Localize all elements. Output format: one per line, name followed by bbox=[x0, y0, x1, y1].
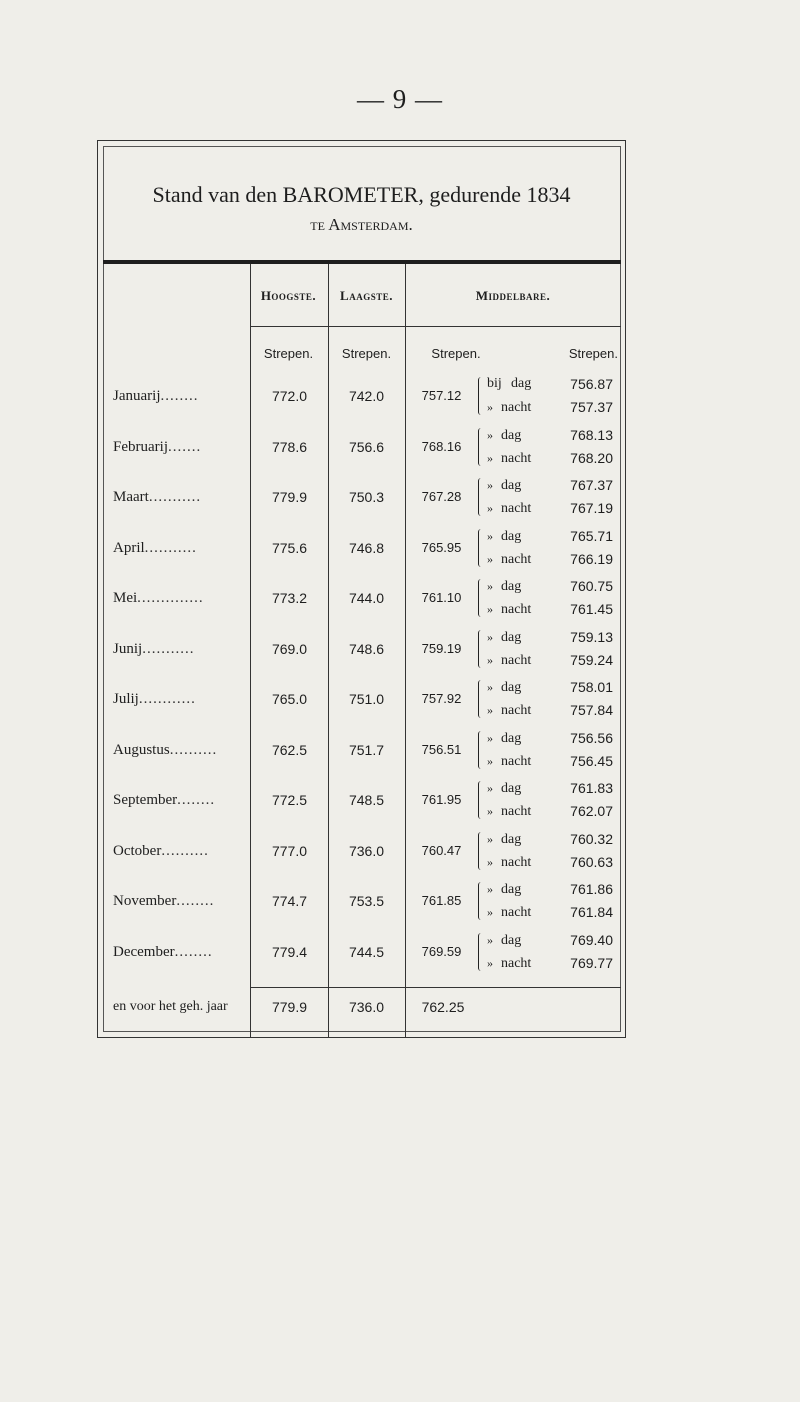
column-header-laagste: Laagste. bbox=[340, 288, 393, 303]
header-divider bbox=[250, 326, 621, 327]
cell-laagste: 751.7 bbox=[348, 741, 385, 758]
annual-laagste: 736.0 bbox=[348, 999, 385, 1015]
brace bbox=[478, 377, 485, 415]
cell-dag: » dag 756.56 bbox=[487, 729, 613, 746]
cell-laagste: 756.6 bbox=[348, 438, 385, 455]
month-name: September........ bbox=[113, 792, 216, 808]
cell-hoogste: 773.2 bbox=[271, 590, 308, 606]
brace bbox=[478, 579, 485, 617]
table-row bbox=[103, 773, 621, 827]
cell-middel: 757.12 bbox=[421, 388, 462, 403]
cell-nacht: » nacht 759.24 bbox=[487, 651, 613, 668]
cell-laagste: 736.0 bbox=[348, 842, 385, 859]
cell-dag: bij dag 756.87 bbox=[487, 376, 613, 392]
table-title: Stand van den BAROMETER, gedurende 1834 bbox=[152, 182, 571, 207]
annual-label: en voor het geh. jaar bbox=[113, 999, 228, 1014]
cell-nacht: » nacht 761.45 bbox=[487, 601, 613, 617]
cell-laagste: 753.5 bbox=[348, 893, 385, 909]
cell-nacht: » nacht 756.45 bbox=[487, 752, 613, 769]
month-name: November........ bbox=[113, 893, 215, 909]
cell-nacht: » nacht 760.63 bbox=[487, 853, 613, 870]
table-row bbox=[103, 369, 621, 423]
month-name: Junij........... bbox=[113, 640, 195, 657]
cell-middel: 761.95 bbox=[421, 792, 462, 807]
cell-laagste: 742.0 bbox=[348, 388, 385, 404]
cell-nacht: » nacht 769.77 bbox=[487, 954, 613, 971]
table-row bbox=[103, 470, 621, 524]
table-row bbox=[103, 622, 621, 676]
unit-hoogste: Strepen. bbox=[263, 346, 314, 361]
cell-laagste: 744.5 bbox=[348, 943, 385, 960]
cell-middel: 757.92 bbox=[421, 691, 462, 706]
cell-laagste: 744.0 bbox=[348, 590, 385, 606]
cell-middel: 769.59 bbox=[421, 943, 462, 959]
table-row bbox=[103, 521, 621, 575]
month-name: Julij............ bbox=[113, 691, 196, 707]
cell-dag: » dag 761.83 bbox=[487, 780, 613, 796]
cell-dag: » dag 768.13 bbox=[487, 426, 613, 443]
cell-nacht: » nacht 768.20 bbox=[487, 449, 613, 466]
cell-dag: » dag 767.37 bbox=[487, 477, 613, 493]
table-row bbox=[103, 672, 621, 726]
month-name: October.......... bbox=[113, 842, 209, 859]
brace bbox=[478, 781, 485, 819]
month-name: Augustus.......... bbox=[113, 741, 218, 758]
unit-middelbare-detail: Strepen. bbox=[568, 346, 618, 361]
brace bbox=[478, 478, 485, 516]
cell-dag: » dag 761.86 bbox=[487, 881, 613, 897]
table-subtitle: te Amsterdam. bbox=[310, 215, 413, 234]
table-row bbox=[103, 925, 621, 979]
cell-hoogste: 777.0 bbox=[271, 842, 308, 859]
cell-middel: 767.28 bbox=[421, 489, 462, 504]
cell-middel: 760.47 bbox=[421, 842, 462, 858]
cell-hoogste: 779.4 bbox=[271, 943, 308, 960]
cell-middel: 768.16 bbox=[421, 438, 462, 454]
cell-nacht: » nacht 762.07 bbox=[487, 803, 613, 819]
cell-laagste: 748.6 bbox=[348, 640, 385, 657]
month-name: Maart........... bbox=[113, 489, 202, 505]
cell-hoogste: 778.6 bbox=[271, 438, 308, 455]
annual-row bbox=[103, 980, 621, 1034]
cell-laagste: 751.0 bbox=[348, 691, 385, 707]
cell-middel: 761.10 bbox=[421, 590, 462, 605]
month-name: Mei.............. bbox=[113, 590, 204, 606]
brace bbox=[478, 933, 485, 971]
month-name: December........ bbox=[113, 943, 213, 960]
unit-middelbare: Strepen. bbox=[431, 346, 481, 361]
page-number: — 9 — bbox=[357, 84, 443, 114]
cell-dag: » dag 769.40 bbox=[487, 931, 613, 948]
month-name: Januarij........ bbox=[113, 388, 199, 404]
brace bbox=[478, 882, 485, 920]
cell-hoogste: 769.0 bbox=[271, 640, 308, 657]
cell-nacht: » nacht 761.84 bbox=[487, 904, 613, 920]
cell-nacht: » nacht 766.19 bbox=[487, 550, 613, 567]
table-row bbox=[103, 824, 621, 878]
cell-dag: » dag 758.01 bbox=[487, 679, 613, 695]
table-row bbox=[103, 874, 621, 928]
cell-nacht: » nacht 757.84 bbox=[487, 702, 613, 718]
brace bbox=[478, 428, 485, 466]
cell-middel: 756.51 bbox=[421, 741, 462, 757]
cell-nacht: » nacht 767.19 bbox=[487, 500, 613, 516]
column-header-middelbare: Middelbare. bbox=[475, 288, 551, 303]
cell-hoogste: 774.7 bbox=[271, 893, 308, 909]
cell-laagste: 750.3 bbox=[348, 489, 385, 505]
brace bbox=[478, 680, 485, 718]
column-header-hoogste: Hoogste. bbox=[260, 288, 317, 303]
cell-laagste: 748.5 bbox=[348, 792, 385, 808]
annual-middel: 762.25 bbox=[421, 999, 465, 1015]
cell-hoogste: 772.0 bbox=[271, 388, 308, 404]
cell-dag: » dag 765.71 bbox=[487, 527, 613, 544]
cell-dag: » dag 760.75 bbox=[487, 578, 613, 594]
brace bbox=[478, 832, 485, 870]
month-name: April........... bbox=[113, 539, 197, 556]
brace bbox=[478, 529, 485, 567]
cell-hoogste: 779.9 bbox=[271, 489, 308, 505]
unit-laagste: Strepen. bbox=[341, 346, 392, 361]
cell-middel: 759.19 bbox=[421, 640, 462, 656]
brace bbox=[478, 731, 485, 769]
annual-hoogste: 779.9 bbox=[271, 999, 308, 1015]
table-row bbox=[103, 571, 621, 625]
table-row bbox=[103, 420, 621, 474]
header-rule bbox=[103, 260, 621, 264]
cell-hoogste: 775.6 bbox=[271, 539, 308, 556]
cell-dag: » dag 760.32 bbox=[487, 830, 613, 847]
cell-middel: 765.95 bbox=[421, 539, 462, 555]
brace bbox=[478, 630, 485, 668]
month-name: Februarij....... bbox=[113, 438, 202, 455]
cell-hoogste: 765.0 bbox=[271, 691, 308, 707]
cell-hoogste: 762.5 bbox=[271, 741, 308, 758]
cell-middel: 761.85 bbox=[421, 893, 462, 908]
table-row bbox=[103, 723, 621, 777]
cell-nacht: » nacht 757.37 bbox=[487, 399, 613, 415]
cell-hoogste: 772.5 bbox=[271, 792, 308, 808]
cell-laagste: 746.8 bbox=[348, 539, 385, 556]
cell-dag: » dag 759.13 bbox=[487, 628, 613, 645]
